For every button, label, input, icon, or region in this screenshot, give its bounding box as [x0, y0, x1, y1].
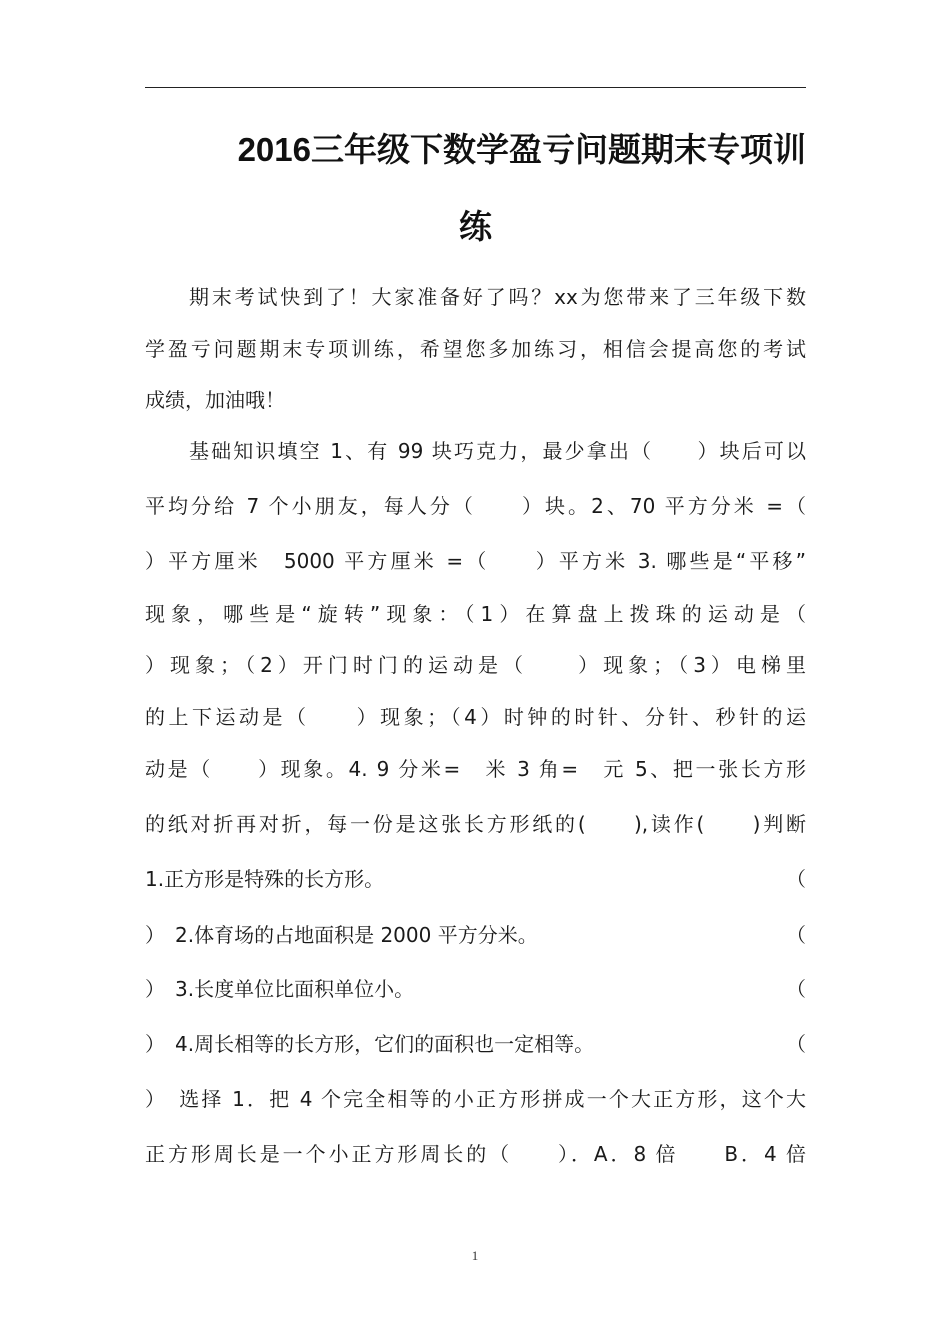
body-line: 动是（ ）现象。4. 9 分米= 米 3 角= 元 5、把一张长方形 — [145, 757, 806, 781]
body-line: ）现象；（2）开门时门的运动是（ ）现象；（3）电梯里 — [145, 653, 806, 677]
body-line: 学盈亏问题期末专项训练，希望您多加练习，相信会提高您的考试 — [145, 337, 806, 361]
judgment-text: 1.正方形是特殊的长方形。 — [145, 867, 385, 891]
judgment-text: ） 4.周长相等的长方形，它们的面积也一定相等。 — [145, 1032, 595, 1056]
body-line: 正方形周长是一个小正方形周长的（ ）．A．8 倍 B．4 倍 — [145, 1142, 806, 1166]
answer-paren: （ — [786, 923, 806, 947]
document-title-line-2: 练 — [459, 208, 492, 245]
judgment-text: ） 2.体育场的占地面积是 2000 平方分米。 — [145, 923, 538, 947]
body-line: 期末考试快到了！大家准备好了吗？xx为您带来了三年级下数 — [189, 285, 806, 309]
answer-paren: （ — [786, 977, 806, 1001]
judgment-line — [145, 1024, 806, 1064]
body-line: ）平方厘米 5000 平方厘米 =（ ）平方米 3. 哪些是“平移” — [145, 549, 806, 573]
judgment-line — [145, 969, 806, 1009]
document-title-line-1: 2016三年级下数学盈亏问题期末专项训 — [237, 131, 806, 168]
body-line: 平均分给 7 个小朋友，每人分（ ）块。2、70 平方分米 =（ — [145, 494, 806, 518]
judgment-text: ） 3.长度单位比面积单位小。 — [145, 977, 415, 1001]
answer-paren: （ — [786, 1032, 806, 1056]
body-line: 的纸对折再对折，每一份是这张长方形纸的( ),读作( )判断 — [145, 812, 806, 836]
page-number: 1 — [471, 1248, 479, 1263]
body-line: 成绩，加油哦！ — [145, 388, 285, 412]
body-line: 现象，哪些是“旋转”现象：（1）在算盘上拨珠的运动是（ — [145, 602, 806, 626]
body-line: 的上下运动是（ ）现象；（4）时钟的时针、分针、秒针的运 — [145, 705, 806, 729]
judgment-line — [145, 915, 806, 955]
body-line: 基础知识填空 1、有 99 块巧克力，最少拿出（ ）块后可以 — [189, 439, 806, 463]
judgment-line — [145, 859, 806, 899]
header-rule — [145, 87, 806, 88]
answer-paren: （ — [786, 867, 806, 891]
body-line: ） 选择 1．把 4 个完全相等的小正方形拼成一个大正方形，这个大 — [145, 1087, 806, 1111]
